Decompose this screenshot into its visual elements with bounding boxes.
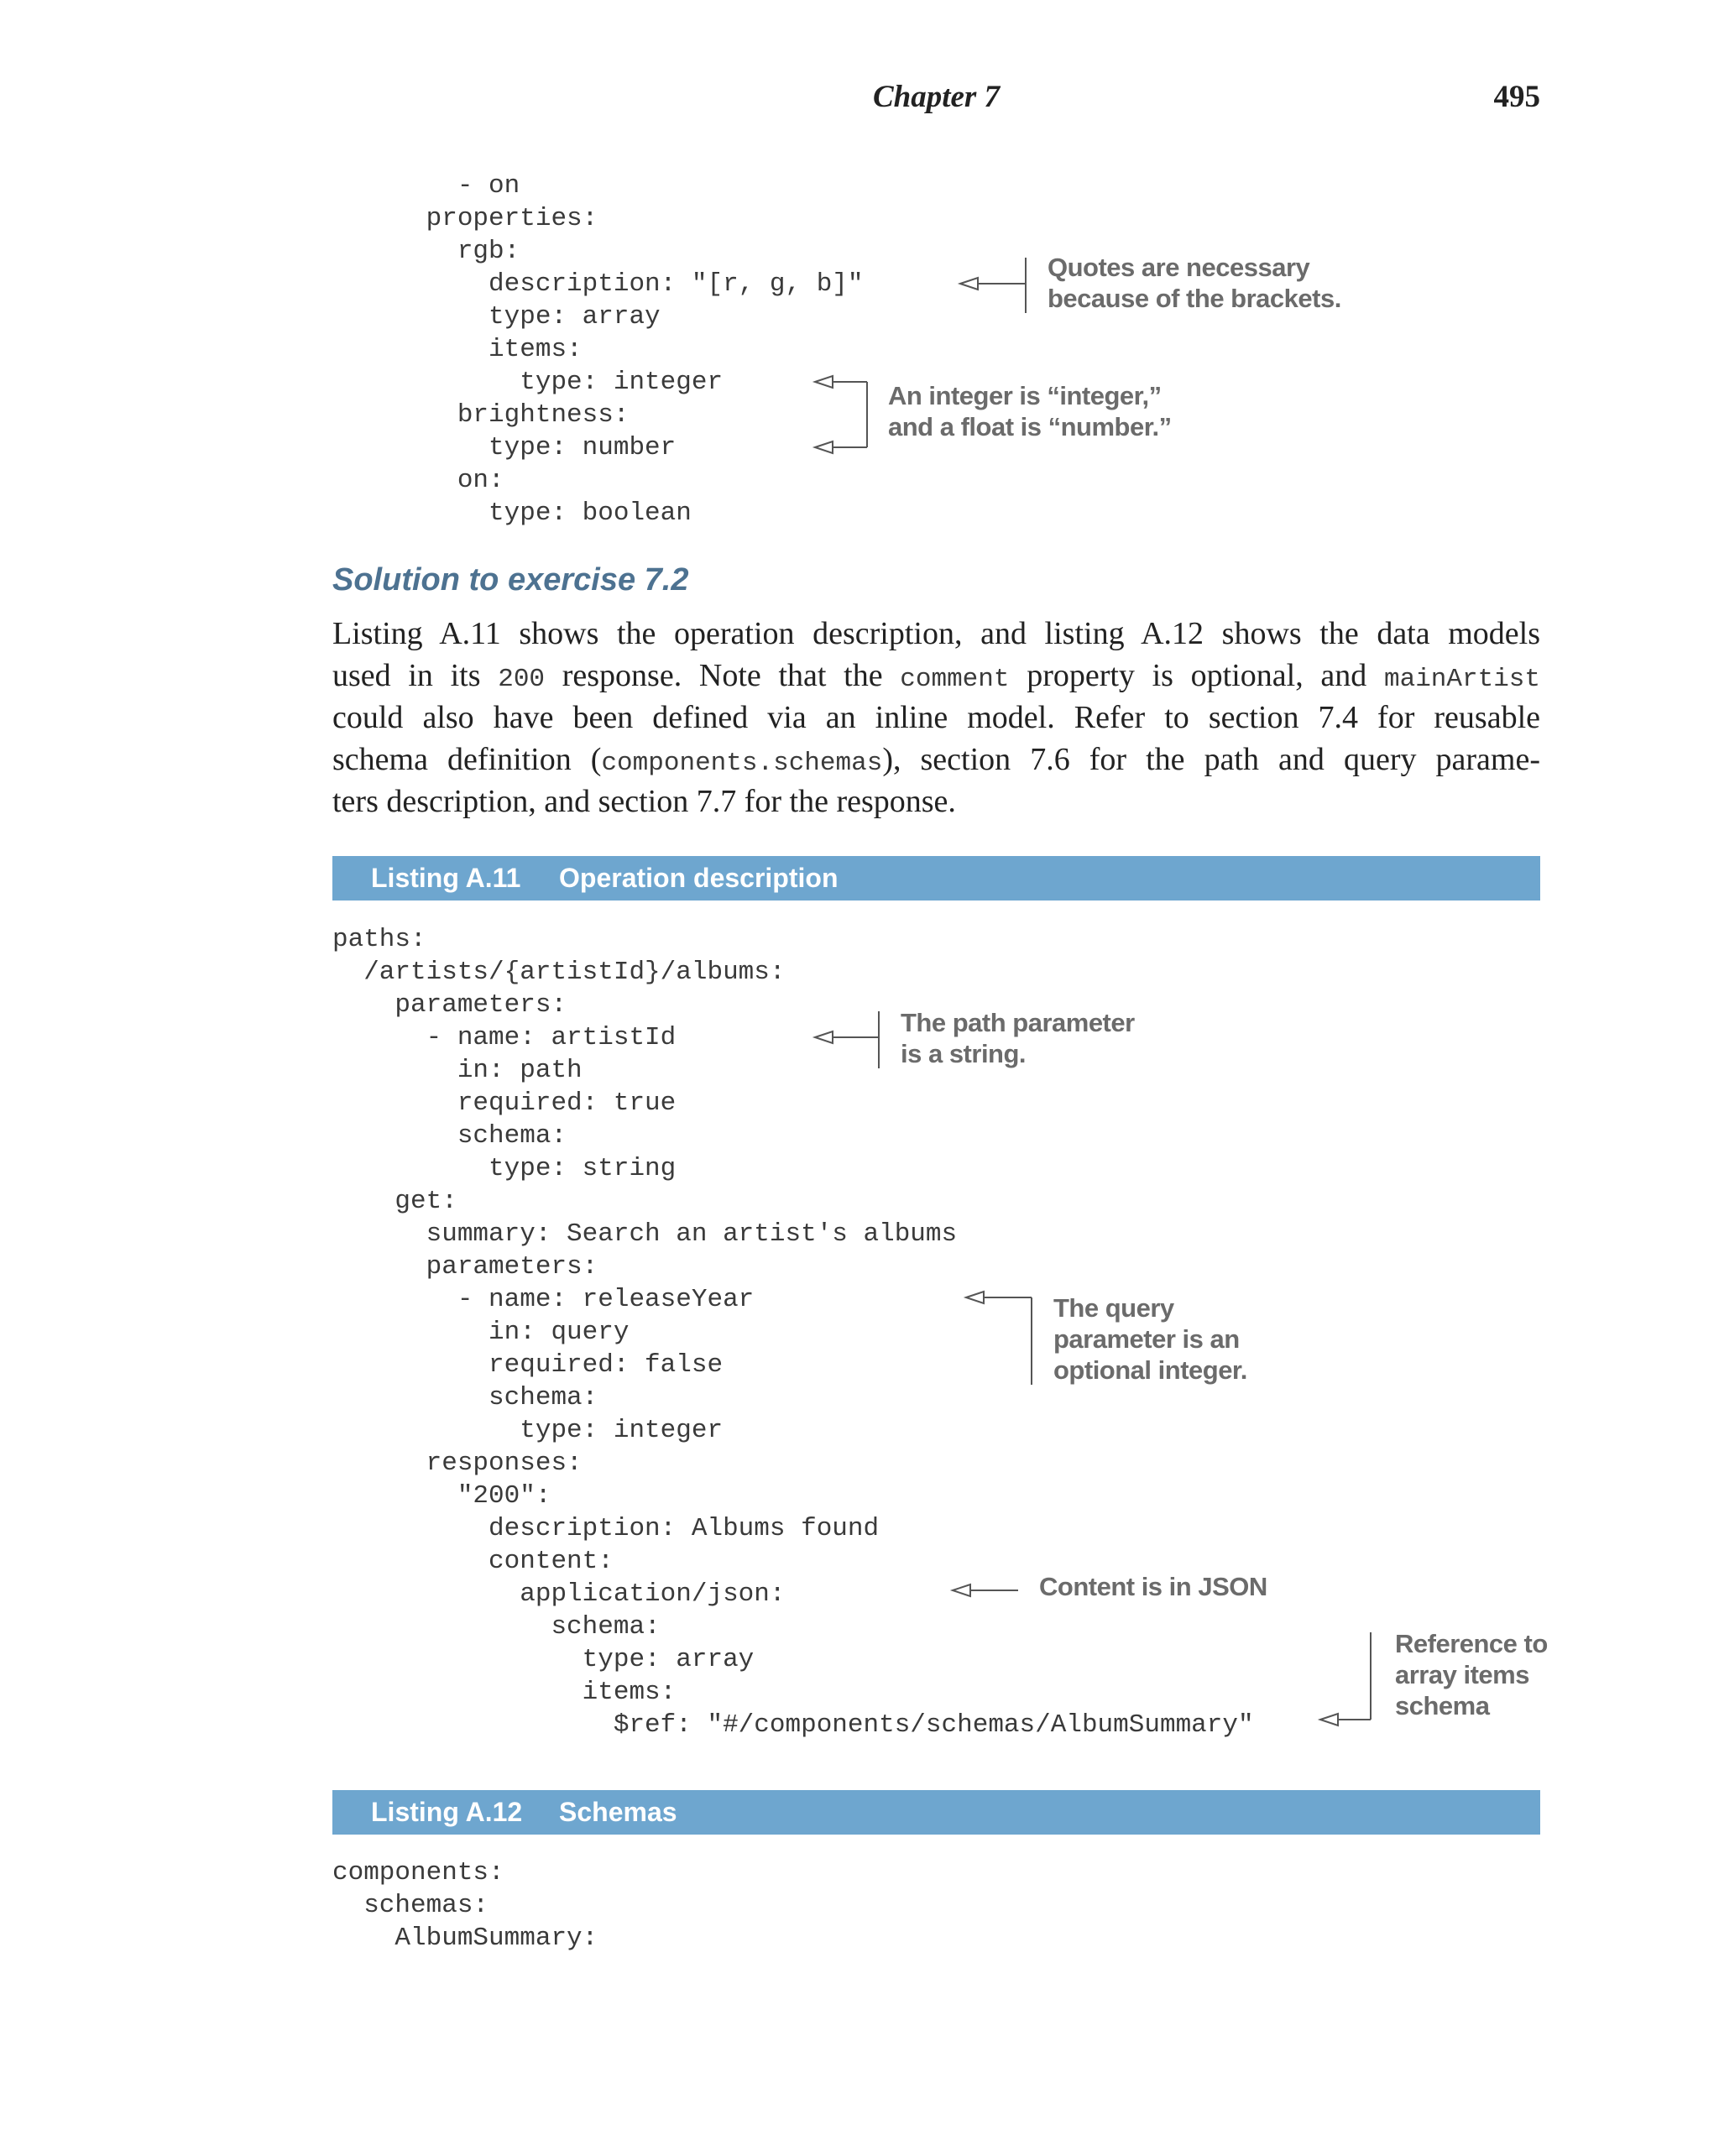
code-line: schema:	[332, 1612, 661, 1642]
listing-number: Listing A.11	[371, 863, 521, 893]
paragraph-line: schema definition (components.schemas), section 7.6 for the path and query parame-	[332, 742, 1540, 778]
annotation-line: because of the brackets.	[1048, 284, 1341, 313]
code-line: description: Albums found	[332, 1514, 880, 1543]
code-line: in: path	[332, 1056, 583, 1085]
arrow-quotes	[960, 258, 1026, 313]
code-line: application/json:	[332, 1579, 786, 1609]
annotation-query-parameter	[1053, 1292, 1247, 1386]
code-line: parameters:	[332, 1252, 598, 1282]
annotation-line: schema	[1395, 1691, 1490, 1720]
code-line: type: array	[332, 302, 661, 331]
annotation-reference-items	[1395, 1628, 1548, 1721]
code-line: - on	[332, 171, 520, 201]
code-line: required: false	[332, 1350, 724, 1380]
code-block-top	[332, 170, 864, 530]
code-line: parameters:	[332, 990, 567, 1020]
code-line: $ref: "#/components/schemas/AlbumSummary"	[332, 1710, 1254, 1740]
paragraph-line: could also have been defined via an inline model. Refer to section 7.4 for reusable	[332, 700, 1540, 735]
paragraph-line: used in its 200 response. Note that the comment property is optional, and mainArtist	[332, 658, 1541, 694]
code-line: required: true	[332, 1088, 677, 1118]
code-line: type: integer	[332, 1416, 724, 1445]
inline-code: comment	[900, 665, 1010, 694]
code-line: brightness:	[332, 400, 630, 430]
annotation-line: An integer is “integer,”	[888, 381, 1162, 410]
paragraph-line: Listing A.11 shows the operation description, and listing A.12 shows the data models	[332, 616, 1540, 651]
code-line: schema:	[332, 1383, 598, 1412]
page-header	[332, 79, 1540, 121]
code-line: summary: Search an artist's albums	[332, 1219, 958, 1249]
code-line: description: "[r, g, b]"	[332, 269, 864, 299]
annotation-line: and a float is “number.”	[888, 412, 1172, 441]
annotation-path-parameter	[901, 1007, 1135, 1069]
annotation-content-json	[1039, 1571, 1267, 1602]
annotation-line: Reference to	[1395, 1629, 1548, 1658]
listing-a12-header	[332, 1790, 1540, 1835]
code-line: type: boolean	[332, 499, 692, 528]
section-heading: Solution to exercise 7.2	[332, 562, 689, 598]
page-number: 495	[1493, 80, 1540, 114]
inline-code: mainArtist	[1383, 665, 1541, 694]
annotation-quotes	[1048, 252, 1341, 314]
code-line: rgb:	[332, 237, 520, 266]
code-line: type: array	[332, 1645, 755, 1674]
inline-code: 200	[498, 665, 546, 694]
paragraph-line: ters description, and section 7.7 for the response.	[332, 784, 956, 819]
code-line: - name: releaseYear	[332, 1285, 755, 1314]
annotation-line: Content is in JSON	[1039, 1572, 1267, 1601]
code-line: schema:	[332, 1121, 567, 1151]
annotation-integer	[888, 380, 1172, 442]
listing-title: Operation description	[559, 863, 839, 893]
code-line: on:	[332, 466, 504, 495]
annotation-line: The query	[1053, 1293, 1174, 1323]
code-line: in: query	[332, 1318, 630, 1347]
code-line: items:	[332, 1678, 677, 1707]
code-line: /artists/{artistId}/albums:	[332, 958, 786, 987]
listing-number: Listing A.12	[371, 1797, 523, 1827]
annotation-line: Quotes are necessary	[1048, 253, 1310, 282]
code-line: AlbumSummary:	[332, 1924, 598, 1953]
code-line: type: string	[332, 1154, 677, 1183]
code-line: - name: artistId	[332, 1023, 677, 1052]
code-line: schemas:	[332, 1891, 489, 1920]
code-line: type: number	[332, 433, 677, 462]
annotation-line: is a string.	[901, 1039, 1027, 1068]
code-line: get:	[332, 1187, 457, 1216]
code-line: content:	[332, 1547, 614, 1576]
annotation-line: The path parameter	[901, 1008, 1135, 1037]
code-line: type: integer	[332, 368, 724, 397]
code-line: items:	[332, 335, 583, 364]
body-paragraph	[332, 613, 1540, 822]
inline-code: components.schemas	[601, 749, 883, 778]
listing-title: Schemas	[559, 1797, 677, 1827]
annotation-line: optional integer.	[1053, 1355, 1247, 1385]
code-block-listing-a12	[332, 1856, 598, 1955]
annotation-line: array items	[1395, 1660, 1529, 1689]
code-line: properties:	[332, 204, 598, 233]
code-line: responses:	[332, 1449, 583, 1478]
code-line: paths:	[332, 925, 426, 954]
listing-a11-header	[332, 856, 1540, 901]
arrow-reference	[1320, 1632, 1371, 1725]
code-line: components:	[332, 1858, 504, 1887]
annotation-line: parameter is an	[1053, 1324, 1240, 1354]
chapter-title: Chapter 7	[872, 80, 1001, 114]
code-line: "200":	[332, 1481, 551, 1511]
